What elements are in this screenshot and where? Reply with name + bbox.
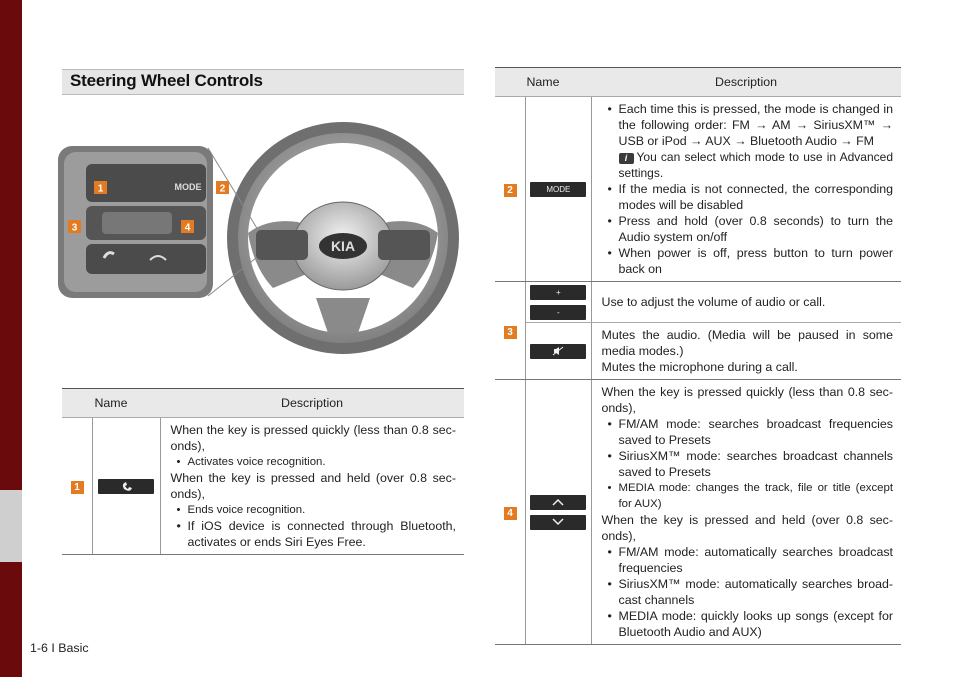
list-item: • Each time this is pressed, the mode is changed in the following order: FM → AM → SiriusXM™ → USB or iPod → AUX → Bluetooth Audio → FM [602, 101, 894, 149]
voice-recognition-icon [120, 481, 132, 491]
chevron-down-icon [552, 518, 564, 526]
list-item: • FM/AM mode: searches broadcast frequencies saved to Presets [602, 416, 894, 448]
svg-text:1: 1 [97, 183, 104, 195]
list-item: • When power is off, press button to turn power back on [602, 245, 894, 277]
desc-line: When the key is pressed quickly (less than 0.8 sec-onds), [170, 423, 456, 453]
page-footer: 1-6 I Basic [30, 641, 89, 655]
list-item: • MEDIA mode: quickly looks up songs (except for Bluetooth Audio and AUX) [602, 608, 894, 640]
list-item: • MEDIA mode: changes the track, file or title (except for AUX) [602, 480, 894, 512]
steering-wheel-figure [58, 118, 468, 363]
voice-recognition-key [98, 479, 154, 494]
desc-line: Mutes the microphone during a call. [601, 360, 798, 374]
table-row-volume [495, 282, 901, 323]
callout-3 [68, 220, 81, 234]
svg-text:4: 4 [184, 222, 191, 234]
desc-line: When the key is pressed and held (over 0.8 sec-onds), [601, 513, 893, 543]
volume-description: Use to adjust the volume of audio or call. [591, 282, 901, 323]
callout-1 [94, 181, 107, 195]
mute-key [530, 344, 586, 359]
mode-key: MODE [530, 182, 586, 197]
kia-logo: KIA [330, 238, 356, 254]
chevron-up-icon [552, 498, 564, 506]
list-item: • SiriusXM™ mode: automatically searches broad-cast channels [602, 576, 894, 608]
row-number-2: 2 [504, 184, 517, 197]
description-header: Description [160, 389, 464, 418]
info-icon: i [619, 153, 634, 164]
list-item: • SiriusXM™ mode: searches broadcast channels saved to Presets [602, 448, 894, 480]
description-header: Description [591, 68, 901, 97]
svg-text:3: 3 [71, 222, 78, 234]
list-item: • Ends voice recognition. [171, 502, 457, 518]
row-number-4: 4 [504, 507, 517, 520]
table-row-mute [495, 323, 901, 380]
desc-line: Mutes the audio. (Media will be paused in some media modes.) [601, 328, 893, 358]
side-tab-top [0, 0, 22, 490]
seek-down-key [530, 515, 586, 530]
section-title: Steering Wheel Controls [70, 71, 263, 90]
note-text: You can select which mode to use in Advanced settings. [618, 150, 893, 180]
list-item: • If iOS device is connected through Bluetooth, activates or ends Siri Eyes Free. [171, 518, 457, 550]
row-number-3: 3 [504, 326, 517, 339]
name-header: Name [495, 68, 591, 97]
side-tab-middle [0, 490, 22, 562]
name-header: Name [62, 389, 160, 418]
side-tab-bottom [0, 562, 22, 677]
volume-up-key: + [530, 285, 586, 300]
mute-icon [552, 346, 564, 356]
callout-2 [216, 181, 229, 195]
info-note [602, 149, 894, 181]
steering-wheel [227, 122, 459, 354]
row-number-1: 1 [71, 481, 84, 494]
left-controls-table [62, 388, 464, 555]
callout-4 [181, 220, 194, 234]
right-controls-table [495, 67, 901, 645]
volume-down-key: - [530, 305, 586, 320]
table-row-mode [495, 97, 901, 282]
desc-line: When the key is pressed and held (over 0.8 sec-onds), [170, 471, 456, 501]
svg-text:2: 2 [219, 183, 226, 195]
table-row-voice [62, 418, 464, 555]
list-item: • FM/AM mode: automatically searches broadcast frequencies [602, 544, 894, 576]
list-item: • If the media is not connected, the corresponding modes will be disabled [602, 181, 894, 213]
list-item: • Press and hold (over 0.8 seconds) to turn the Audio system on/off [602, 213, 894, 245]
table-row-seek [495, 380, 901, 645]
inset-mode-label: MODE [174, 182, 202, 192]
list-item: • Activates voice recognition. [171, 454, 457, 470]
desc-line: When the key is pressed quickly (less than 0.8 sec-onds), [601, 385, 893, 415]
seek-up-key [530, 495, 586, 510]
